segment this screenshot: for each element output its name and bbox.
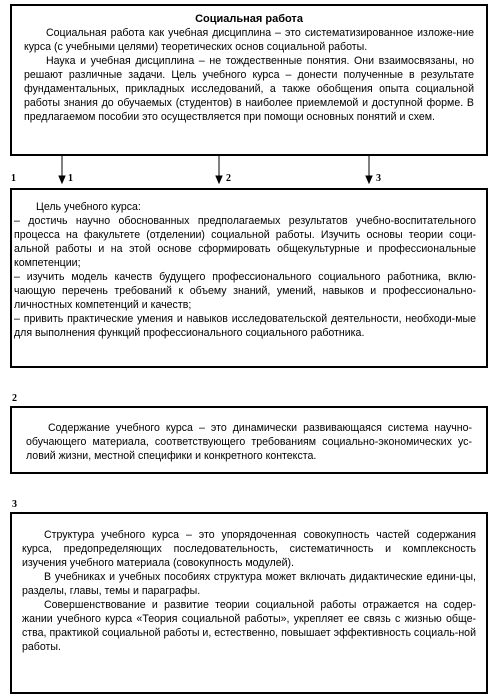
arrow-3-label: 3 (376, 173, 381, 184)
arrow-1-head (59, 176, 65, 183)
goal-item-3: – привить практические умения и навыков исследовательской деятельности, необходи-мые для выполнения функций профессионального социального работника. (14, 313, 476, 339)
arrow-2-head (216, 176, 222, 183)
arrow-3-head (366, 176, 372, 183)
structure-section-number: 3 (12, 499, 17, 510)
arrow-2-label: 2 (226, 173, 231, 184)
structure-paragraph-1: Структура учебного курса – это упорядоченная совокупность частей содержания курса, предопределяющих последовательность, систематичность и комплексность изучения учебного материала (совокупность модулей). (22, 529, 476, 569)
goal-box (10, 188, 488, 368)
structure-paragraph-2: В учебниках и учебных пособиях структура может включать дидактические едини-цы, разделы, главы, темы и параграфы. (22, 571, 476, 597)
content-paragraph: Содержание учебного курса – это динамически развивающаяся система научно-обучающего материала, соответствующего требованиям социально-экономических ус-ловий жизни, местной специфики и конкретного контекста. (26, 422, 472, 462)
arrow-1-label: 1 (68, 173, 73, 184)
intro-title: Социальная работа (195, 13, 303, 25)
intro-paragraph-1: Социальная работа как учебная дисциплина – это систематизированное изложе-ние курса (с учебными целями) теоретических основ социальной работы. (24, 27, 474, 53)
goal-heading: Цель учебного курса: (36, 201, 141, 213)
content-box (10, 406, 488, 474)
goal-item-1: – достичь научно обоснованных предполагаемых результатов учебно-воспитательного процесса на факультете (отделении) социальной работы. Изучить основы теории соци-альной работы и на этой основе сформировать общекультурные и профессиональные компетенции; (14, 215, 476, 269)
connector-arrows (0, 0, 501, 200)
arrow-left-number: 1 (11, 173, 16, 184)
intro-paragraph-2: Наука и учебная дисциплина – не тождественные понятия. Они взаимосвязаны, но решают различные задачи. Цель учебного курса – донести полученные в результате фундаментальных, прикладных исследований, а также обобщения опыта социальной работы знания до обучаемых (студентов) в наиболее приемлемой и доступной форме. В предлагаемом пособии это осуществляется при помощи основных понятий и схем. (24, 55, 474, 123)
structure-box (10, 512, 488, 694)
content-section-number: 2 (12, 393, 17, 404)
structure-paragraph-3: Совершенствование и развитие теории социальной работы отражается на содер-жании учебного курса «Теория социальной работы», укрепляет ее связь с жизнью обще-ства, практикой социальной работы и, естественно, повышает эффективность социаль-ной работы. (22, 599, 476, 653)
goal-item-2: – изучить модель качеств будущего профессионального социального работника, вклю-чающую перечень требований к объему знаний, умений, навыков и профессионально-личностных компетенций и качеств; (14, 271, 476, 311)
